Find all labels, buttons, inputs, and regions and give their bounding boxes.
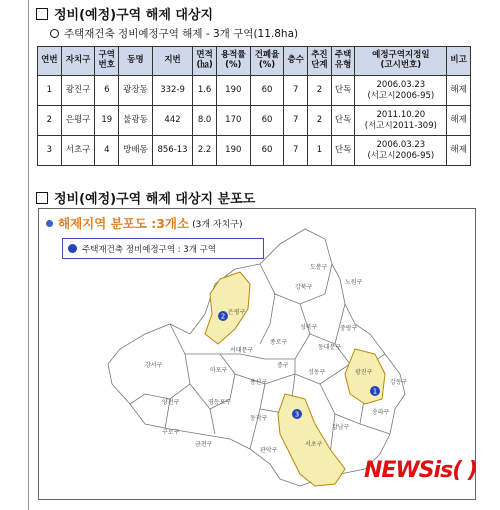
table-cell: 은평구 — [61, 106, 95, 136]
blue-bullet-icon — [46, 220, 53, 227]
district-label: 영등포구 — [208, 399, 232, 406]
column-header: 예정구역지정일 (고시번호) — [355, 47, 447, 76]
table-cell: 1 — [308, 136, 332, 166]
table-cell: 해제 — [447, 136, 471, 166]
district-label: 광진구 — [355, 369, 373, 376]
column-header: 주택 유형 — [331, 47, 355, 76]
legend-marker-icon — [68, 244, 77, 253]
column-header: 자치구 — [61, 47, 95, 76]
column-header: 층수 — [284, 47, 308, 76]
column-header: 지번 — [152, 47, 192, 76]
district-label: 강서구 — [145, 362, 163, 369]
table-cell: 4 — [95, 136, 119, 166]
district-label: 성북구 — [300, 324, 318, 331]
newsis-logo — [364, 458, 477, 483]
table-cell: 광진구 — [61, 76, 95, 106]
district-label: 금천구 — [195, 441, 213, 448]
logo-tail: ( ) — [452, 458, 477, 483]
table-cell: 광장동 — [119, 76, 153, 106]
table-row — [38, 136, 471, 166]
table-cell: 2011.10.20 (서고시2011-309) — [355, 106, 447, 136]
table-cell: 19 — [95, 106, 119, 136]
table-cell: 3 — [38, 136, 62, 166]
table-cell: 2 — [308, 76, 332, 106]
table-cell: 170 — [216, 106, 250, 136]
section-subtitle — [50, 26, 298, 41]
table-cell: 해제 — [447, 106, 471, 136]
map-title-main: 해제지역 분포도 : — [58, 216, 157, 231]
column-header: 구역 번호 — [95, 47, 119, 76]
district-label: 동대문구 — [318, 344, 342, 351]
column-header: 추진 단계 — [308, 47, 332, 76]
district-label: 서초구 — [305, 441, 323, 448]
eunpyeong-highlight — [205, 272, 250, 344]
subtitle-text: 주택재건축 정비예정구역 해제 - 3개 구역(11.8ha) — [64, 28, 299, 40]
column-header: 용적률 (%) — [216, 47, 250, 76]
table-cell: 1 — [38, 76, 62, 106]
table-cell: 서초구 — [61, 136, 95, 166]
district-label: 강남구 — [332, 424, 350, 431]
section-heading-targets — [36, 4, 213, 23]
table-row — [38, 106, 471, 136]
district-label: 송파구 — [372, 409, 390, 416]
table-cell: 442 — [152, 106, 192, 136]
table-row — [38, 76, 471, 106]
district-label: 용산구 — [250, 379, 268, 386]
table-cell: 6 — [95, 76, 119, 106]
table-cell: 190 — [216, 76, 250, 106]
district-label: 동작구 — [250, 415, 268, 422]
district-label: 구로구 — [162, 429, 180, 436]
district-label: 서대문구 — [230, 347, 254, 354]
section-title: 정비(예정)구역 해제 대상지 분포도 — [54, 192, 256, 207]
table-cell: 7 — [284, 136, 308, 166]
map-title-note: (3개 자치구) — [192, 219, 243, 230]
table-cell: 단독 — [331, 136, 355, 166]
district-label: 양천구 — [162, 399, 180, 406]
table-cell: 1.6 — [193, 76, 217, 106]
column-header: 동명 — [119, 47, 153, 76]
left-rule — [28, 0, 29, 510]
table-cell: 해제 — [447, 76, 471, 106]
column-header: 비고 — [447, 47, 471, 76]
table-cell: 60 — [250, 76, 284, 106]
table-cell: 2.2 — [193, 136, 217, 166]
district-label: 중랑구 — [340, 325, 358, 332]
table-cell: 불광동 — [119, 106, 153, 136]
table-cell: 60 — [250, 106, 284, 136]
table-cell: 2006.03.23 (서고시2006-95) — [355, 136, 447, 166]
column-header: 면적 (㏊) — [193, 47, 217, 76]
marker-number: 2 — [220, 312, 226, 321]
table-cell: 단독 — [331, 76, 355, 106]
table-header-row — [38, 47, 471, 76]
district-label: 종로구 — [270, 339, 288, 346]
district-label: 도봉구 — [310, 264, 328, 271]
table-cell: 2006.03.23 (서고시2006-95) — [355, 76, 447, 106]
marker-number: 1 — [372, 387, 378, 396]
table-cell: 8.0 — [193, 106, 217, 136]
circle-bullet-icon — [50, 29, 59, 38]
column-header: 연번 — [38, 47, 62, 76]
table-cell: 방배동 — [119, 136, 153, 166]
district-label: 강북구 — [295, 284, 313, 291]
table-cell: 190 — [216, 136, 250, 166]
marker-number: 3 — [294, 410, 300, 419]
district-label: 중구 — [277, 362, 289, 369]
checkbox-square-icon — [36, 8, 48, 20]
checkbox-square-icon — [36, 192, 48, 204]
district-label: 관악구 — [260, 447, 278, 454]
table-cell: 2 — [38, 106, 62, 136]
column-header: 건폐율 (%) — [250, 47, 284, 76]
table-body — [38, 76, 471, 166]
district-label: 은평구 — [228, 309, 246, 316]
table-cell: 단독 — [331, 106, 355, 136]
table-cell: 2 — [308, 106, 332, 136]
table-cell: 60 — [250, 136, 284, 166]
table-cell: 7 — [284, 106, 308, 136]
section-title: 정비(예정)구역 해제 대상지 — [54, 8, 214, 23]
seocho-highlight — [278, 394, 345, 486]
district-label: 노원구 — [345, 279, 363, 286]
legend-text: 주택재건축 정비예정구역 : 3개 구역 — [82, 244, 217, 255]
target-areas-table — [37, 46, 471, 166]
district-label: 강동구 — [390, 379, 408, 386]
district-label: 마포구 — [210, 367, 228, 374]
gwangjin-highlight — [345, 349, 385, 404]
map-title-count: 3개소 — [156, 216, 190, 231]
section-heading-map — [36, 188, 255, 207]
table-cell: 332-9 — [152, 76, 192, 106]
logo-main: NEWSis — [364, 458, 453, 483]
table-cell: 856-13 — [152, 136, 192, 166]
table-cell: 7 — [284, 76, 308, 106]
seoul-district-map — [100, 224, 440, 494]
district-label: 성동구 — [308, 369, 326, 376]
